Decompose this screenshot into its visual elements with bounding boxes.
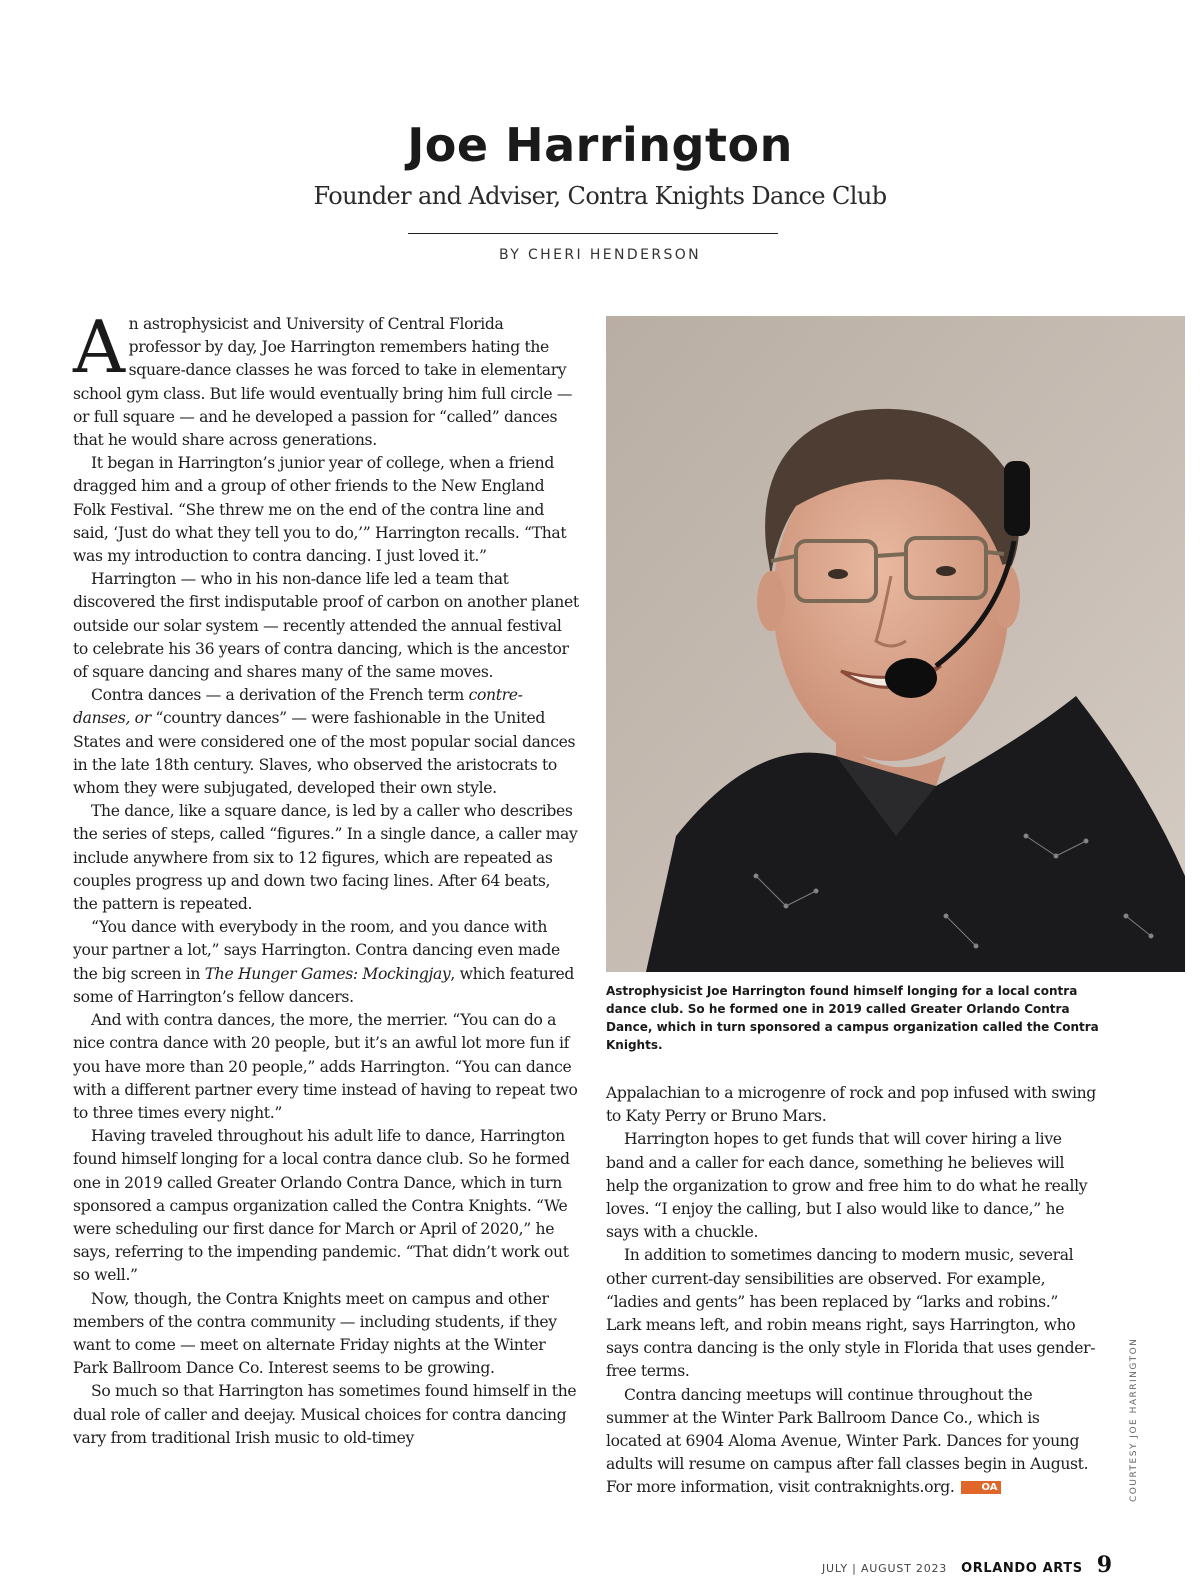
paragraph-text: “You dance with everybody in the room, and you dance with your partner a lot,” says Harrington. Contra dancing even made the big screen in xyxy=(73,918,560,983)
paragraph: Now, though, the Contra Knights meet on campus and other members of the contra community — including students, if they want to come — meet on alternate Friday nights at the Winter Park Ballroom Dance Co. Interest seems to be growing. xyxy=(73,1289,557,1378)
page-number: 9 xyxy=(1096,1552,1112,1578)
photo-credit: COURTESY JOE HARRINGTON xyxy=(1129,1337,1139,1502)
paragraph: So much so that Harrington has sometimes found himself in the dual role of caller and deejay. Musical choices for contra dancing vary from traditional Irish music to old-timey xyxy=(73,1382,577,1447)
paragraph: And with contra dances, the more, the merrier. “You can do a nice contra dance with 20 people, but it’s an awful lot more fun if you have more than 20 people,” adds Harrington. “You can dance with a different partner every time instead of having to repeat two to three times every night.” xyxy=(73,1011,578,1122)
paragraph-text: n astrophysicist and University of Central Florida professor by day, Joe Harrington remembers hating the square-dance classes he was forced to take in elementary school gym class. But life would eventually bring him full circle — or full square — and he developed a passion for “called” dances that he would share across generations. xyxy=(73,315,573,450)
end-mark-logo: OA xyxy=(961,1481,1001,1494)
paragraph-text: “country dances” — were fashionable in the United States and were considered one of the most popular social dances in the late 18th century. Slaves, who observed the aristocrats to whom they were subjugated, developed their own style. xyxy=(73,709,576,798)
paragraph xyxy=(73,684,579,800)
paragraph: Harrington — who in his non-dance life led a team that discovered the first indisputable proof of carbon on another planet outside our solar system — recently attended the annual festival to celebrate his 36 years of contra dancing, which is the ancestor of square dancing and shares many of the same moves. xyxy=(73,570,579,682)
paragraph: The dance, like a square dance, is led by a caller who describes the series of steps, called “figures.” In a single dance, a caller may include anywhere from six to 12 figures, which are repeated as couples progress up and down two facing lines. After 64 beats, the pattern is repeated. xyxy=(73,802,578,914)
issue-date: JULY | AUGUST 2023 xyxy=(821,1562,948,1575)
paragraph-text: Contra dancing meetups will continue throughout the summer at the Winter Park Ballroom Dance Co., which is located at 6904 Aloma Avenue, Winter Park. Dances for young adults will resume on campus after fall classes begin in August. For more information, visit contraknights.org. xyxy=(606,1385,1089,1497)
paragraph xyxy=(606,1384,1096,1500)
article-column-left xyxy=(73,305,579,1450)
article-subtitle: Founder and Adviser, Contra Knights Dance Club xyxy=(313,182,887,210)
portrait-photo xyxy=(606,316,1185,972)
film-title: The Hunger Games: Mockingjay xyxy=(204,964,451,983)
magazine-name: ORLANDO ARTS xyxy=(961,1561,1083,1576)
photo-caption: Astrophysicist Joe Harrington found himself longing for a local contra dance club. So he formed one in 2019 called Greater Orlando Contra Dance, which in turn sponsored a campus organization called the Contra Knights. xyxy=(606,984,1099,1052)
byline: BY CHERI HENDERSON xyxy=(498,247,702,263)
paragraph: Appalachian to a microgenre of rock and pop infused with swing to Katy Perry or Bruno Mars. xyxy=(606,1084,1096,1126)
article-column-right xyxy=(606,1082,1096,1500)
paragraph: Having traveled throughout his adult life to dance, Harrington found himself longing for a local contra dance club. So he formed one in 2019 called Greater Orlando Contra Dance, which in turn sponsored a campus organization called the Contra Knights. “We were scheduling our first dance for March or April of 2020,” he says, referring to the impending pandemic. “That didn’t work out so well.” xyxy=(73,1127,570,1285)
drop-cap: A xyxy=(73,305,125,389)
article-title: Joe Harrington xyxy=(407,118,793,172)
paragraph xyxy=(73,916,579,1009)
paragraph xyxy=(73,305,579,452)
paragraph: Harrington hopes to get funds that will cover hiring a live band and a caller for each dance, something he believes will help the organization to grow and free him to do what he really loves. “I enjoy the calling, but I also would like to dance,” he says with a chuckle. xyxy=(606,1130,1088,1242)
title-divider xyxy=(408,233,778,234)
page-footer xyxy=(822,1552,1112,1576)
paragraph-text: Contra dances — a derivation of the French term xyxy=(91,686,469,705)
paragraph: In addition to sometimes dancing to modern music, several other current-day sensibilities are observed. For example, “ladies and gents” has been replaced by “larks and robins.” Lark means left, and robin means right, says Harrington, who says contra dancing is the only style in Florida that uses gender-free terms. xyxy=(606,1246,1096,1381)
italic-term: contre-danses, or xyxy=(73,686,523,728)
paragraph: It began in Harrington’s junior year of college, when a friend dragged him and a group of other friends to the New England Folk Festival. “She threw me on the end of the contra line and said, ‘Just do what they tell you to do,’” Harrington recalls. “That was my introduction to contra dancing. I just loved it.” xyxy=(73,454,567,566)
paragraph-text: , which featured some of Harrington’s fellow dancers. xyxy=(73,964,575,1006)
